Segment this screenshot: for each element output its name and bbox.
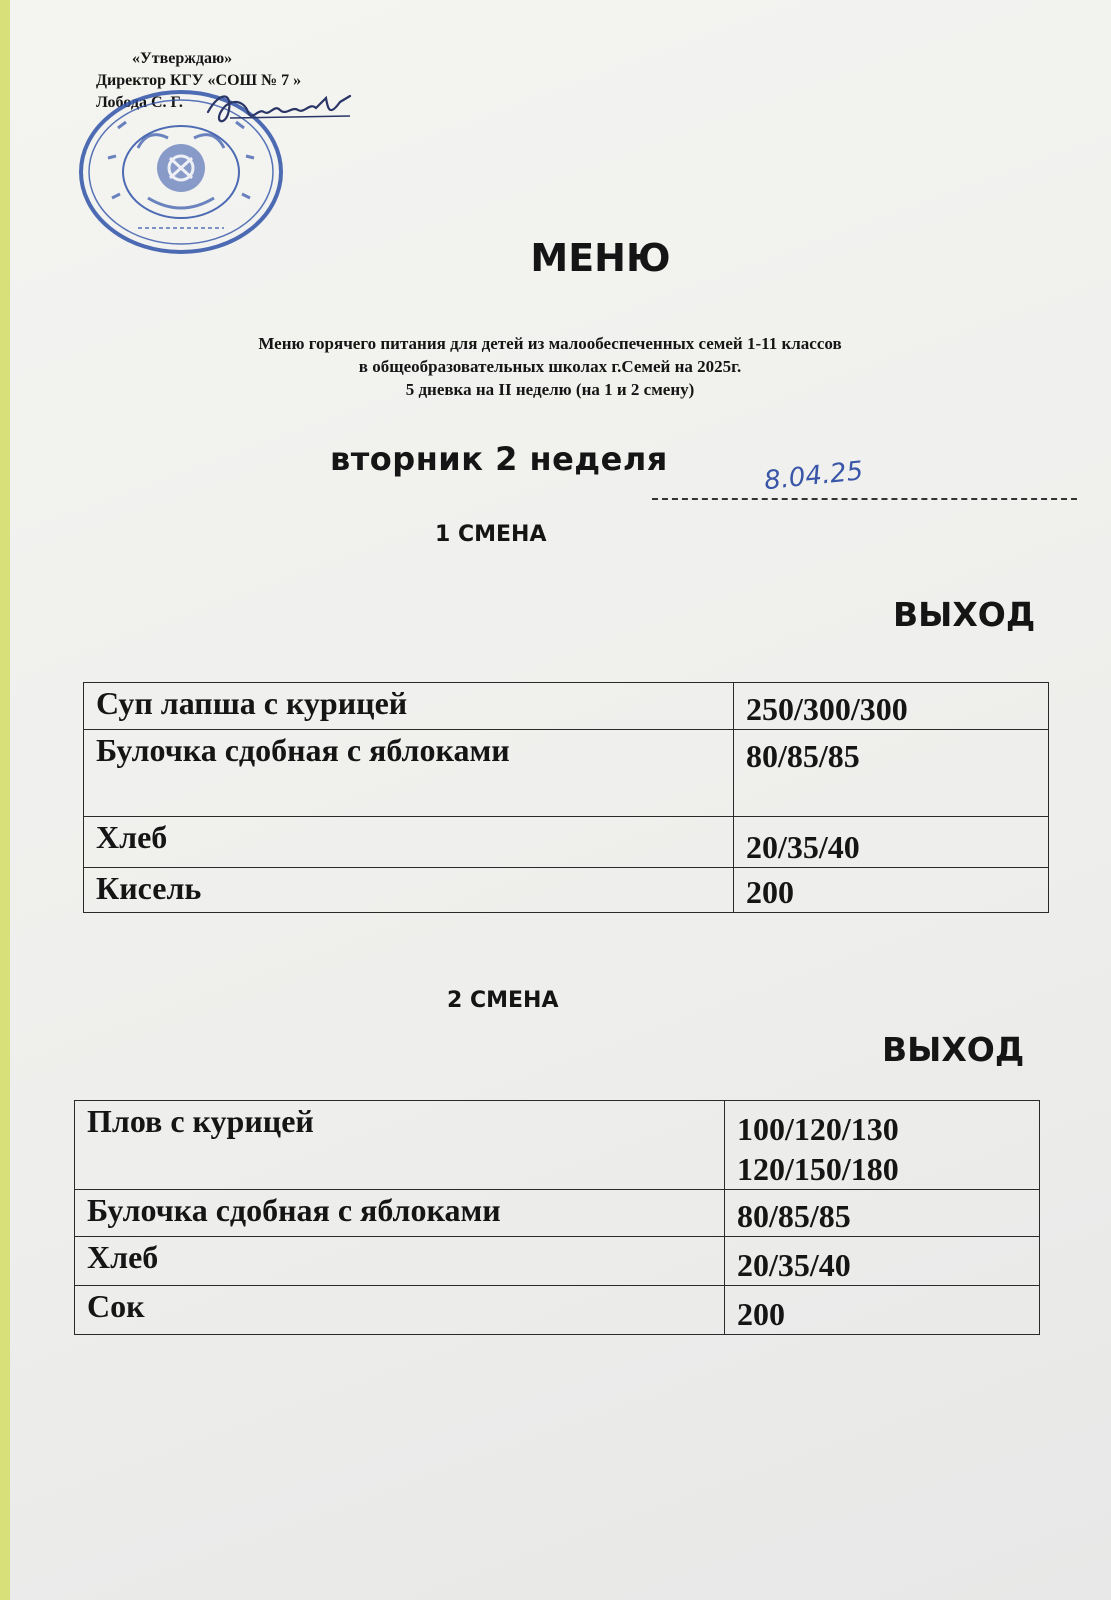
dish-cell: Булочка сдобная с яблоками xyxy=(84,730,734,817)
handwritten-date xyxy=(760,452,910,498)
dish-cell: Суп лапша с курицей xyxy=(84,683,734,730)
weight-cell: 80/85/85 xyxy=(725,1190,1040,1237)
table-row xyxy=(75,1101,1040,1190)
table-row xyxy=(75,1286,1040,1335)
shift-1-table xyxy=(83,682,1049,913)
shift-1-label: 1 СМЕНА xyxy=(435,522,547,547)
approval-line-3: Лобода С. Г. xyxy=(96,94,183,111)
subtitle-line-3: 5 дневка на II неделю (на 1 и 2 смену) xyxy=(405,380,695,399)
approval-line-2: Директор КГУ «СОШ № 7 » xyxy=(96,72,302,89)
day-label: вторник 2 неделя xyxy=(330,440,668,478)
signature-icon xyxy=(200,82,370,132)
weight-value-1: 100/120/130 xyxy=(737,1111,899,1147)
dish-cell: Плов с курицей xyxy=(75,1101,725,1190)
subtitle-line-2: в общеобразовательных школах г.Семей на 2025г. xyxy=(358,357,742,376)
dish-cell: Сок xyxy=(75,1286,725,1335)
shift-1-output-label: ВЫХОД xyxy=(893,595,1036,634)
weight-cell: 20/35/40 xyxy=(734,817,1049,868)
shift-2-table xyxy=(74,1100,1040,1335)
table-row xyxy=(75,1190,1040,1237)
table-row xyxy=(84,868,1049,913)
table-row xyxy=(84,683,1049,730)
approval-line-1: «Утверждаю» xyxy=(132,50,233,67)
table-row xyxy=(84,730,1049,817)
dish-cell: Булочка сдобная с яблоками xyxy=(75,1190,725,1237)
shift-2-output-label: ВЫХОД xyxy=(882,1030,1025,1069)
shift-2-label: 2 СМЕНА xyxy=(447,988,559,1013)
weight-cell: 200 xyxy=(734,868,1049,913)
weight-value-2: 120/150/180 xyxy=(737,1151,899,1187)
table-row xyxy=(75,1237,1040,1286)
dashed-underline xyxy=(652,498,1077,500)
weight-cell: 80/85/85 xyxy=(734,730,1049,817)
weight-cell: 250/300/300 xyxy=(734,683,1049,730)
dish-cell: Хлеб xyxy=(75,1237,725,1286)
subtitle-line-1: Меню горячего питания для детей из малообеспеченных семей 1-11 классов xyxy=(258,334,842,353)
menu-subtitle xyxy=(120,332,980,401)
dish-cell: Хлеб xyxy=(84,817,734,868)
dish-cell: Кисель xyxy=(84,868,734,913)
weight-cell xyxy=(725,1101,1040,1190)
table-row xyxy=(84,817,1049,868)
handwritten-date-text: 8.04.25 xyxy=(762,456,865,497)
page-title: МЕНЮ xyxy=(530,236,671,280)
weight-cell: 20/35/40 xyxy=(725,1237,1040,1286)
weight-cell: 200 xyxy=(725,1286,1040,1335)
